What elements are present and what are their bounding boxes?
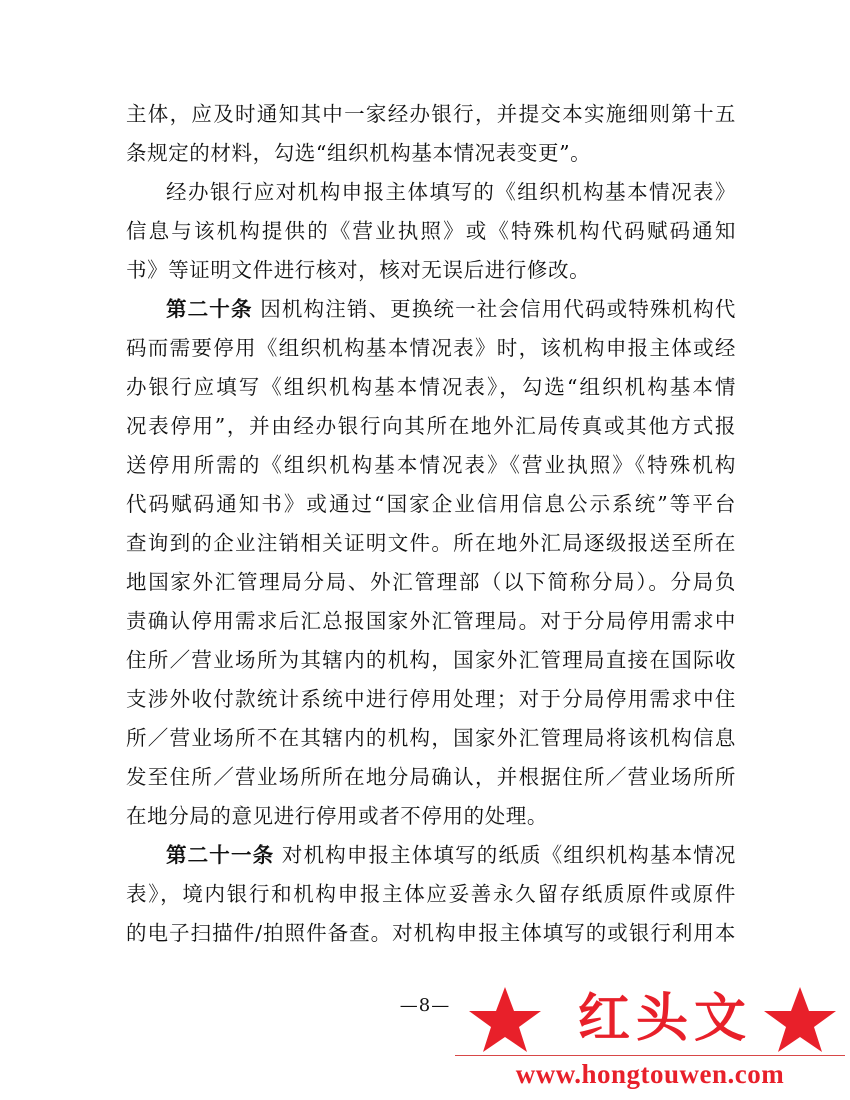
watermark-url: www.hongtouwen.com bbox=[515, 1059, 785, 1089]
line-text: 支涉外收付款统计系统中进行停用处理；对于分局停用需求中住 bbox=[126, 687, 736, 711]
line-text: 住所／营业场所为其辖内的机构，国家外汇管理局直接在国际收 bbox=[126, 648, 736, 672]
page-number: —8— bbox=[399, 995, 451, 1016]
text-line bbox=[126, 368, 736, 407]
line-text: 代码赋码通知书》或通过“国家企业信用信息公示系统”等平台 bbox=[126, 492, 736, 516]
line-text: 况表停用”，并由经办银行向其所在地外汇局传真或其他方式报 bbox=[126, 414, 736, 438]
line-text: 主体，应及时通知其中一家经办银行，并提交本实施细则第十五 bbox=[126, 102, 736, 126]
line-text: 经办银行应对机构申报主体填写的《组织机构基本情况表》 bbox=[166, 180, 736, 204]
article-heading: 第二十条 bbox=[166, 297, 253, 321]
text-line bbox=[126, 719, 736, 758]
text-line bbox=[126, 758, 736, 797]
text-line bbox=[126, 602, 736, 641]
line-text: 书》等证明文件进行核对，核对无误后进行修改。 bbox=[126, 258, 591, 282]
text-line bbox=[126, 95, 736, 134]
star-icon bbox=[760, 985, 840, 1055]
text-line bbox=[126, 836, 736, 875]
line-text: 送停用所需的《组织机构基本情况表》《营业执照》《特殊机构 bbox=[126, 453, 736, 477]
text-line bbox=[126, 173, 736, 212]
text-line bbox=[126, 134, 736, 173]
line-text: 因机构注销、更换统一社会信用代码或特殊机构代 bbox=[252, 297, 736, 321]
line-text: 所／营业场所不在其辖内的机构，国家外汇管理局将该机构信息 bbox=[126, 726, 736, 750]
line-text: 表》，境内银行和机构申报主体应妥善永久留存纸质原件或原件 bbox=[126, 882, 736, 906]
watermark-title: 红头文 bbox=[577, 988, 752, 1049]
text-line bbox=[126, 329, 736, 368]
line-text: 办银行应填写《组织机构基本情况表》，勾选“组织机构基本情 bbox=[126, 375, 736, 399]
text-line bbox=[126, 680, 736, 719]
body-text bbox=[126, 95, 736, 953]
text-line bbox=[126, 251, 736, 290]
text-line bbox=[126, 485, 736, 524]
text-line bbox=[126, 797, 736, 836]
star-icon bbox=[465, 985, 545, 1055]
text-line bbox=[126, 446, 736, 485]
watermark-divider bbox=[455, 1055, 845, 1056]
text-line bbox=[126, 407, 736, 446]
line-text: 发至住所／营业场所所在地分局确认，并根据住所／营业场所所 bbox=[126, 765, 736, 789]
line-text: 的电子扫描件/拍照件备查。对机构申报主体填写的或银行利用本 bbox=[126, 921, 736, 945]
line-text: 责确认停用需求后汇总报国家外汇管理局。对于分局停用需求中 bbox=[126, 609, 736, 633]
watermark-logo bbox=[455, 985, 845, 1095]
text-line bbox=[126, 524, 736, 563]
text-line bbox=[126, 290, 736, 329]
line-text: 码而需要停用《组织机构基本情况表》时，该机构申报主体或经 bbox=[126, 336, 736, 360]
text-line bbox=[126, 641, 736, 680]
line-text: 查询到的企业注销相关证明文件。所在地外汇局逐级报送至所在 bbox=[126, 531, 736, 555]
text-line bbox=[126, 875, 736, 914]
text-line bbox=[126, 212, 736, 251]
article-heading: 第二十一条 bbox=[166, 843, 275, 867]
line-text: 信息与该机构提供的《营业执照》或《特殊机构代码赋码通知 bbox=[126, 219, 736, 243]
line-text: 条规定的材料，勾选“组织机构基本情况表变更”。 bbox=[126, 141, 592, 165]
text-line bbox=[126, 914, 736, 953]
line-text: 在地分局的意见进行停用或者不停用的处理。 bbox=[126, 804, 548, 828]
line-text: 对机构申报主体填写的纸质《组织机构基本情况 bbox=[274, 843, 736, 867]
line-text: 地国家外汇管理局分局、外汇管理部（以下简称分局）。分局负 bbox=[126, 570, 736, 594]
text-line bbox=[126, 563, 736, 602]
